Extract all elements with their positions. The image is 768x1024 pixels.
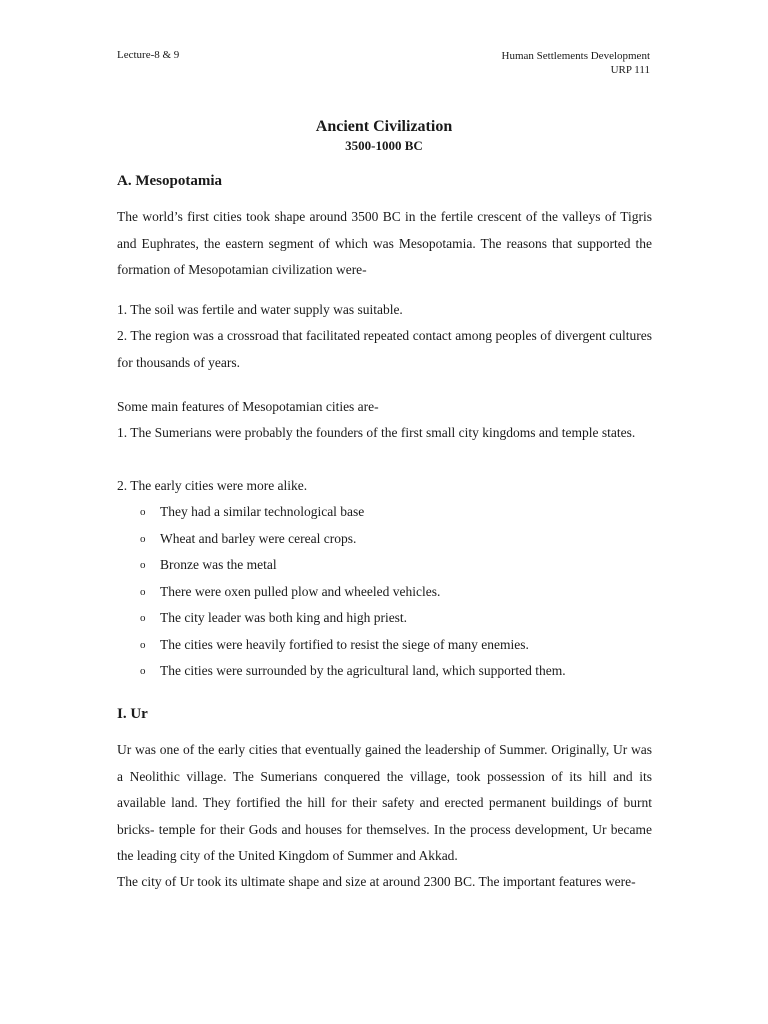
bullet-marker: o	[140, 665, 146, 677]
section-heading-ur: I. Ur	[117, 706, 148, 722]
section-heading-mesopotamia: A. Mesopotamia	[117, 173, 222, 189]
list-item: o Bronze was the metal	[140, 552, 652, 579]
header-course-code: URP 111	[610, 64, 650, 76]
bullet-marker: o	[140, 506, 146, 518]
list-item: o They had a similar technological base	[140, 499, 652, 526]
reason-1: 1. The soil was fertile and water supply was suitable.	[117, 302, 403, 317]
bullet-marker: o	[140, 638, 146, 651]
bullet-marker: o	[140, 585, 146, 598]
header-lecture: Lecture-8 & 9	[117, 49, 180, 61]
list-item: o The cities were heavily fortified to resist the siege of many enemies.	[140, 632, 652, 659]
list-item: o Wheat and barley were cereal crops.	[140, 526, 652, 553]
ur-paragraph-1: Ur was one of the early cities that eventually gained the leadership of Summer. Originally, Ur was a Neolithic village. The Sumerians conquered the village, took possession of its hill and its available land. They fortified the hill for their safety and erected permanent buildings of burnt bricks- temple for their Gods and houses for themselves. In the process development, Ur became the leading city of the United Kingdom of Summer and Akkad.	[117, 742, 652, 863]
ur-paragraph-2: The city of Ur took its ultimate shape and size at around 2300 BC. The important features were-	[117, 874, 636, 889]
header-course	[502, 49, 650, 77]
page-title: Ancient Civilization	[315, 118, 453, 135]
bullet-marker: o	[140, 612, 146, 624]
features-intro: Some main features of Mesopotamian cities are-	[117, 399, 379, 414]
list-item: o There were oxen pulled plow and wheeled vehicles.	[140, 579, 652, 606]
header-course-title: Human Settlements Development	[501, 50, 650, 62]
intro-paragraph: The world’s first cities took shape around 3500 BC in the fertile crescent of the valleys of Tigris and Euphrates, the eastern segment of which was Mesopotamia. The reasons that supported the formation of Mesopotamian civilization were-	[117, 209, 652, 277]
reason-2: 2. The region was a crossroad that facilitated repeated contact among peoples of divergent cultures for thousands of years.	[117, 328, 652, 370]
page-subtitle: 3500-1000 BC	[345, 138, 423, 153]
feature-2: 2. The early cities were more alike.	[117, 478, 308, 493]
bullet-marker: o	[140, 532, 146, 545]
list-item: o The city leader was both king and high priest.	[140, 605, 652, 632]
list-item: o The cities were surrounded by the agricultural land, which supported them.	[140, 658, 652, 685]
feature-1: 1. The Sumerians were probably the founders of the first small city kingdoms and temple states.	[117, 425, 636, 440]
bullet-marker: o	[140, 559, 146, 571]
feature-bullet-list	[140, 499, 652, 685]
